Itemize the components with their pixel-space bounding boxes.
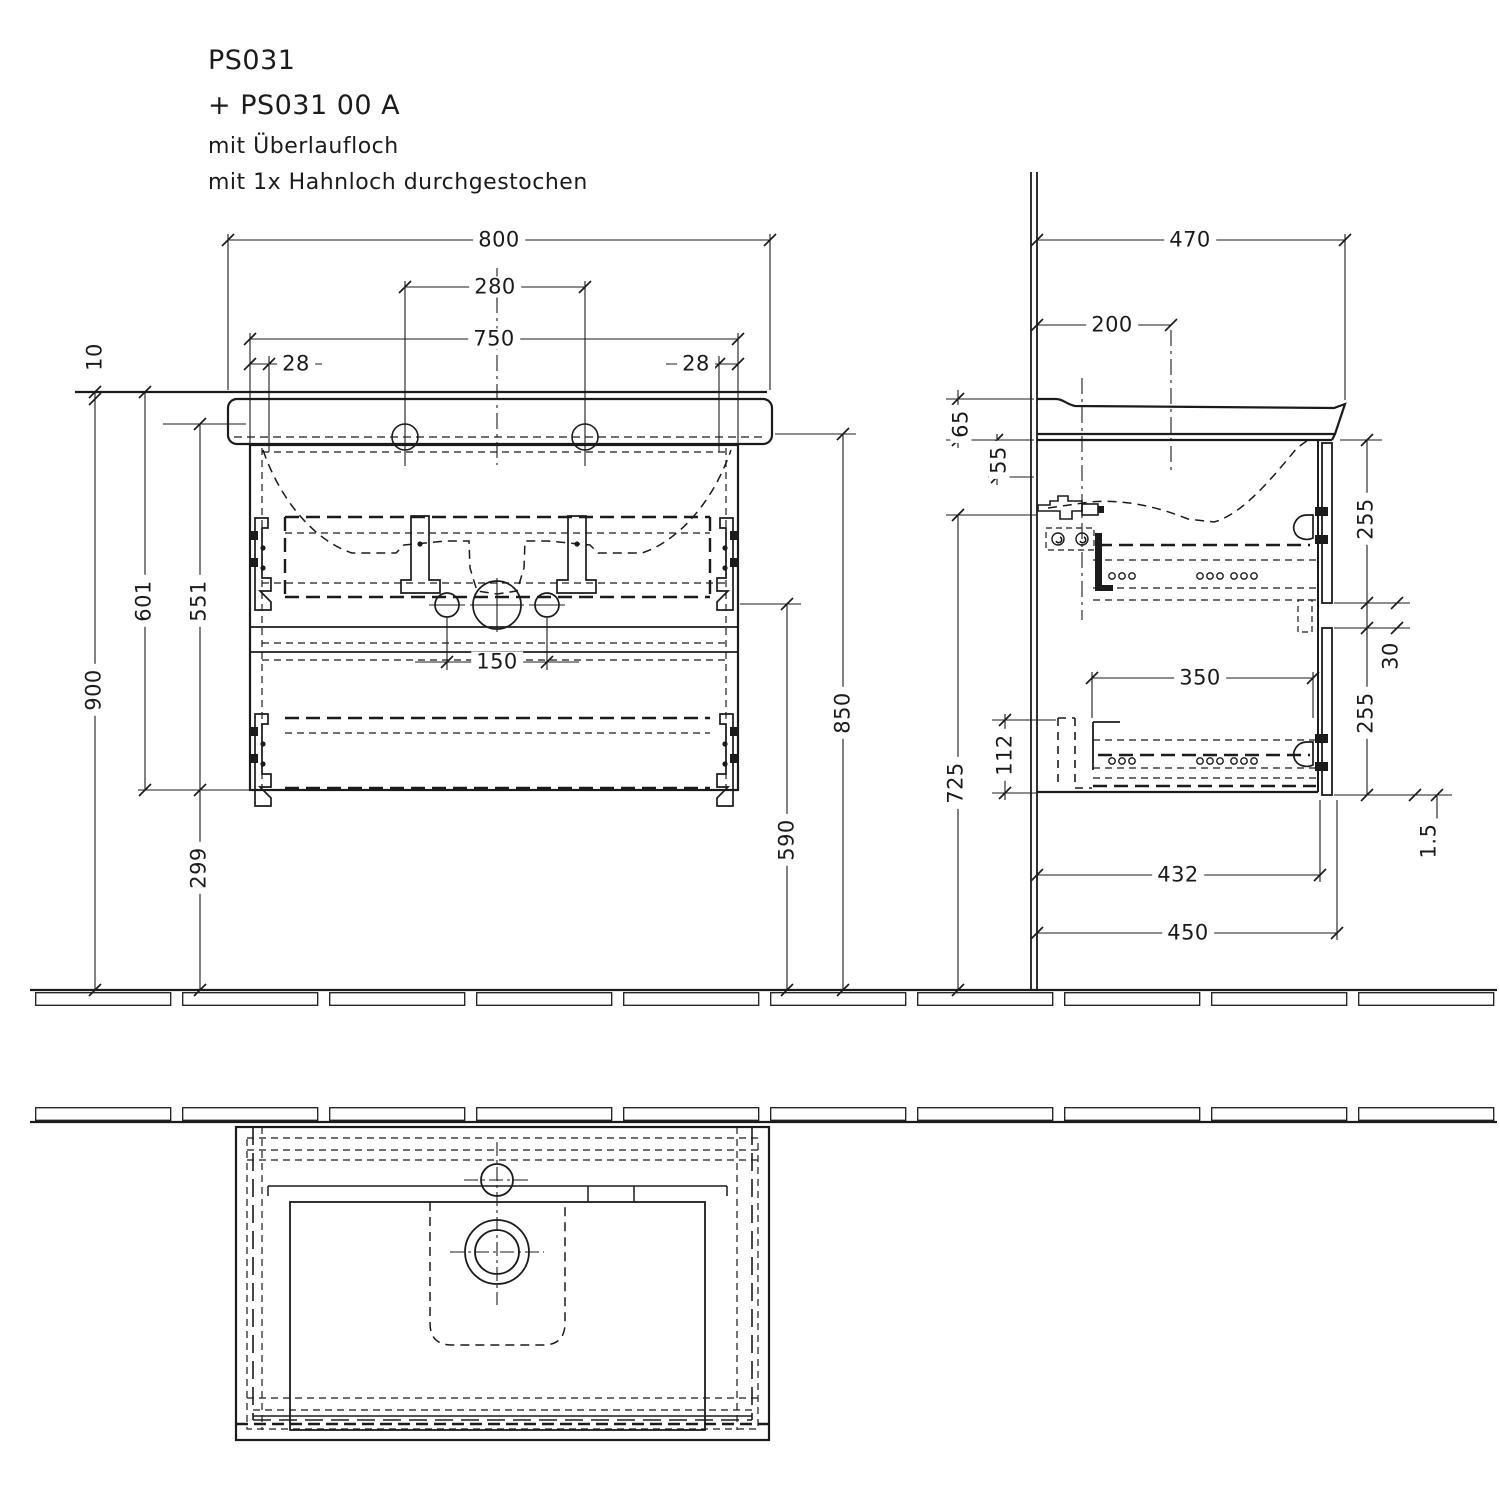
washbasin-front (75, 268, 772, 594)
dim-cabinet-depth: 450 (1162, 923, 1214, 944)
dim-drawer-gap: 30 (1381, 637, 1402, 675)
wall-section (1031, 172, 1037, 990)
dim-tap-spacing: 280 (469, 277, 521, 298)
siphon-clearance-hidden (1058, 718, 1092, 788)
dim-depth-total: 470 (1164, 230, 1216, 251)
dim-basin-height: 65 (951, 405, 972, 443)
dim-lower-drawer: 255 (1356, 687, 1377, 739)
dim-height-total: 900 (84, 664, 105, 716)
dim-tap-from-wall: 200 (1086, 315, 1138, 336)
lower-slide-side-view (1093, 722, 1328, 786)
dim-bottom-gap: 1.5 (1419, 819, 1440, 864)
dim-offset-right: 28 (677, 354, 715, 375)
dim-bottom-floor: 299 (189, 842, 210, 894)
plan-view-drawing (236, 1127, 769, 1440)
floor-line (30, 990, 1497, 1005)
upper-drawer-front-panel (1322, 443, 1332, 603)
dim-slide-length: 350 (1174, 668, 1226, 689)
dim-rim-rise: 10 (85, 338, 106, 376)
cabinet-side (1037, 441, 1332, 795)
bowl-outline-side-hidden (1048, 440, 1308, 522)
dim-cabinet-width: 750 (468, 329, 520, 350)
variant-code: + PS031 00 A (208, 90, 401, 121)
dim-basin-width: 800 (473, 230, 525, 251)
rear-spacer-hidden (1298, 600, 1312, 632)
model-code: PS031 (208, 45, 296, 76)
upper-drawer-front-view (251, 516, 737, 610)
plan-wall-line (30, 1108, 1497, 1122)
cabinet-front (250, 445, 738, 806)
dim-underside-floor: 850 (833, 687, 854, 739)
dim-upper-drawer: 255 (1356, 493, 1377, 545)
wall-tiles (36, 1108, 1494, 1121)
washbasin-side (1037, 330, 1345, 620)
bowl-outline-hidden (263, 450, 731, 594)
dim-offset-left: 28 (277, 354, 315, 375)
dim-siphon-clearance: 112 (995, 729, 1016, 781)
drain-holes (429, 578, 565, 632)
dim-cabinet-height: 551 (189, 575, 210, 627)
note-tap-hole: mit 1x Hahnloch durchgestochen (208, 170, 588, 195)
note-overflow: mit Überlaufloch (208, 134, 399, 159)
dim-drain-height: 590 (777, 814, 798, 866)
lower-drawer-front-view (251, 660, 737, 806)
dim-mounting-height: 725 (946, 757, 967, 809)
floor-tiles (36, 993, 1494, 1006)
dim-apron-height: 55 (989, 441, 1010, 479)
dim-drawer-depth: 432 (1152, 865, 1204, 886)
dim-rim-to-bottom: 601 (134, 575, 155, 627)
dim-drain-spacing: 150 (471, 652, 523, 673)
